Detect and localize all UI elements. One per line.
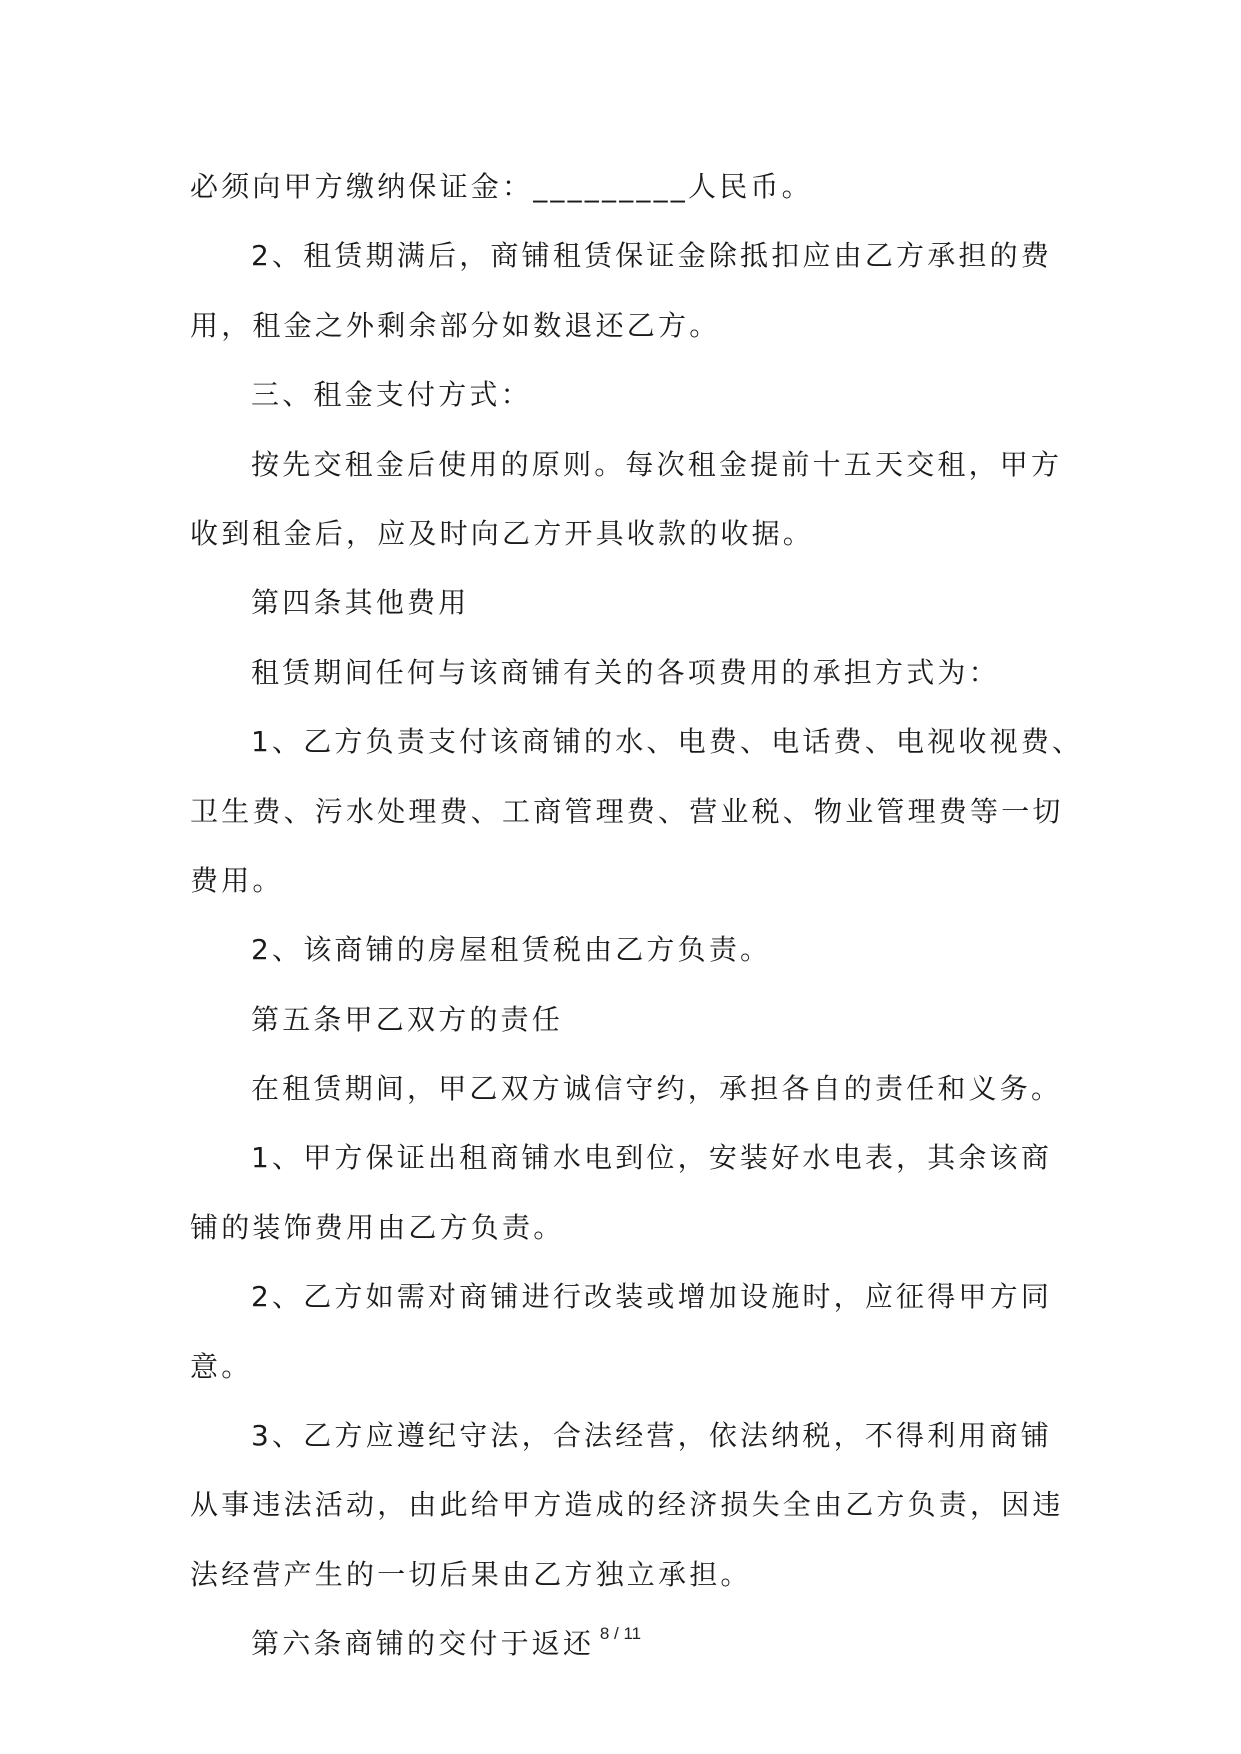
- text-line: 3、乙方应遵纪守法，合法经营，依法纳税，不得利用商铺: [251, 1419, 1053, 1453]
- text-line: 第六条商铺的交付于返还: [251, 1627, 595, 1661]
- document-body: [190, 152, 1084, 1679]
- page-number: 8 / 11: [599, 1624, 642, 1643]
- text-line: 2、租赁期满后，商铺租赁保证金除抵扣应由乙方承担的费: [251, 239, 1053, 273]
- text-line: 用，租金之外剩余部分如数退还乙方。: [190, 308, 721, 342]
- text-line: 1、甲方保证出租商铺水电到位，安装好水电表，其余该商: [251, 1141, 1053, 1175]
- text-line: 按先交租金后使用的原则。每次租金提前十五天交租，甲方: [251, 447, 1063, 481]
- text-line: 收到租金后，应及时向乙方开具收款的收据。: [190, 516, 815, 550]
- text-line: 租赁期间任何与该商铺有关的各项费用的承担方式为：: [251, 655, 1000, 689]
- text-line: 铺的装饰费用由乙方负责。: [190, 1210, 565, 1244]
- text-line: 意。: [190, 1349, 253, 1383]
- text-line: 必须向甲方缴纳保证金：_________人民币。: [190, 170, 813, 203]
- text-line: 卫生费、污水处理费、工商管理费、营业税、物业管理费等一切: [190, 794, 1064, 828]
- text-line: 2、该商铺的房屋租赁税由乙方负责。: [251, 933, 772, 967]
- text-line: 三、租金支付方式：: [251, 378, 532, 412]
- text-line: 第五条甲乙双方的责任: [251, 1002, 564, 1036]
- text-line: 费用。: [190, 863, 284, 897]
- text-line: 2、乙方如需对商铺进行改装或增加设施时，应征得甲方同: [251, 1280, 1053, 1314]
- text-line: 在租赁期间，甲乙双方诚信守约，承担各自的责任和义务。: [251, 1072, 1063, 1106]
- text-line: 从事违法活动，由此给甲方造成的经济损失全由乙方负责，因违: [190, 1488, 1064, 1522]
- text-line: 1、乙方负责支付该商铺的水、电费、电话费、电视收视费、: [251, 725, 1084, 759]
- text-line: 法经营产生的一切后果由乙方独立承担。: [190, 1557, 752, 1591]
- text-line: 第四条其他费用: [251, 586, 470, 620]
